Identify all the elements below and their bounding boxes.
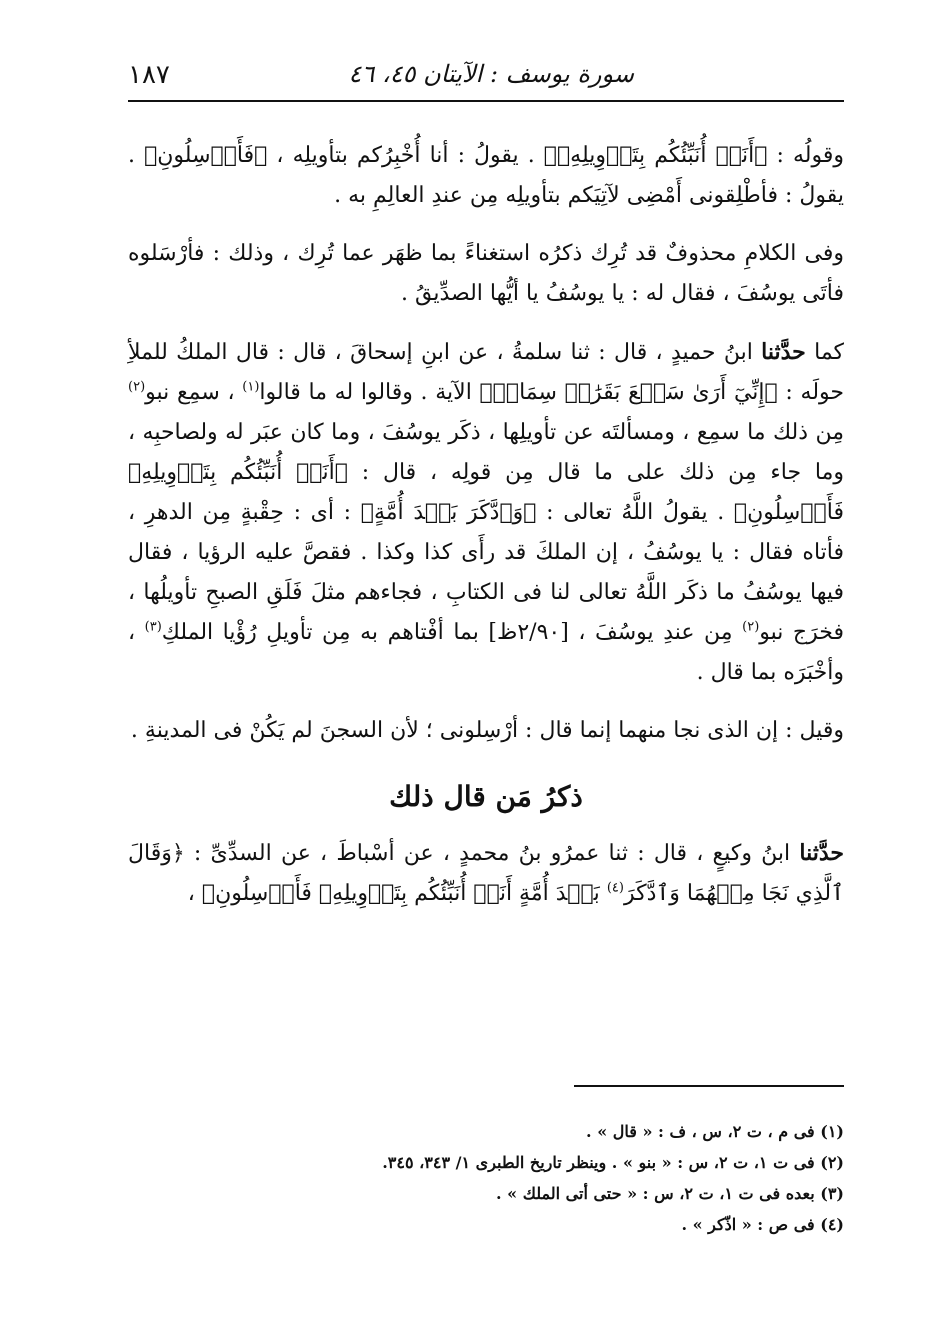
quran-verse: ﴿وَٱدَّكَرَ بَعۡدَ أُمَّةٍ﴾ [360, 500, 537, 525]
hadith-keyword: حدَّثنا [761, 339, 806, 365]
footnote-1: (١) فى م ، ت ٢، س ، ف : « قال » . [586, 1122, 844, 1141]
page-number: ١٨٧ [128, 60, 170, 90]
paragraph-5 [128, 833, 844, 914]
text-span: ، [187, 881, 202, 906]
paragraph-3 [128, 332, 844, 693]
footnote-2: (٢) فى ت ١، ت ٢، س : « بنو » . وينظر تاريخ الطبرى ١/ ٣٤٣، ٣٤٥. [382, 1153, 844, 1172]
text-span: كما [805, 340, 845, 365]
quran-verse: ﴿فَأَرۡسِلُونِ﴾ [144, 143, 268, 168]
paragraph-1 [128, 136, 844, 216]
text-span: مِن ذلك ما سمِع ، ومسألتَه عن تأويلِها ، ذكَر يوسُفَ ، وما كان عبَر له ولصاحبِه ، وما جاء مِن ذلك على ما قال مِن قولِه ، قال : [128, 420, 844, 485]
header-rule [128, 100, 844, 102]
running-title: سورة يوسف : الآيتان ٤٥، ٤٦ [348, 60, 634, 88]
paragraph-4: وقيل : إن الذى نجا منهما إنما قال : أرْسِلونى ؛ لأن السجنَ لم يَكُنْ فى المدينةِ . [130, 718, 844, 743]
footnote-marker: (٢) [742, 619, 760, 635]
text-span: . يقولُ : فأطْلِقونى أَمْضِى لآتِيَكم بتأويلِه مِن عندِ العالِمِ به . [128, 143, 844, 208]
footnote-marker: (٤) [606, 880, 624, 896]
quran-verse: ﴿وَقَالَ ٱلَّذِي نَجَا مِنۡهُمَا وَٱدَّكَرَ [128, 841, 844, 906]
footnote-marker: (٣) [144, 619, 162, 635]
text-span: الآية . وقالوا له ما قالوا [259, 380, 480, 405]
footnotes [128, 1116, 844, 1240]
footnote-3: (٣) بعده فى ت ١، ت ٢، س : « حتى أتى الملك » . [496, 1184, 844, 1203]
text-span: . يقولُ : أنا أُخْبِرُكم بتأويلِه ، [267, 143, 544, 168]
footnote-4: (٤) فى ص : « اذّكر » . [681, 1215, 844, 1234]
quran-verse: ﴿أَنَا۠ أُنَبِّئُكُم بِتَأۡوِيلِهِۦ﴾ [543, 143, 768, 168]
text-span: مِن عندِ يوسُفَ ، [٢/٩٠ظ] بما أفْتاهم به مِن تأويلِ رُؤْيا الملكِ [161, 620, 743, 645]
text-span: ، سمِع نبو [145, 380, 243, 405]
running-header [128, 50, 844, 102]
quran-verse: ﴿إِنِّيٓ أَرَىٰ سَبۡعَ بَقَرَٰتٖ سِمَانٖ﴾ [479, 380, 778, 405]
footnote-rule [574, 1085, 844, 1087]
footnote-marker: (٢) [128, 379, 146, 395]
text-span: ابنُ وكيعٍ ، قال : ثنا عمرُو بنُ محمدٍ ، عن أسْباطَ ، عن السدِّىِّ : [184, 841, 800, 866]
text-span: : أى : حِقْبةٍ مِن الدهرِ ، فأتاه فقال : يا يوسُفُ ، إن الملكَ قد رأَى كذا وكذا . فقصَّ عليه الرؤيا ، فقال فيها يوسُفُ ما ذكَر اللَّهُ تعالى لنا فى الكتابِ ، فجاءهم مثلَ فَلَقِ الصبحِ تأويلُها ، فخرَج نبو [128, 500, 844, 645]
hadith-keyword: حدَّثنا [799, 840, 844, 866]
quran-verse: ﴿أَنَا۠ أُنَبِّئُكُم بِتَأۡوِيلِهِۦ فَأَرۡسِلُونِ﴾ [128, 460, 844, 525]
paragraph-2: وفى الكلامِ محذوفٌ قد تُرِك ذكرُه استغناءً بما ظهَر عما تُرِك ، وذلك : فأرْسَلوه فأتَى يوسُفَ ، فقال له : يا يوسُفُ يا أيُّها الصدِّيقُ . [128, 241, 844, 306]
text-span: وقولُه : [767, 143, 844, 168]
main-text [128, 136, 844, 932]
text-span: ، وأخْبَرَه بما قال . [128, 620, 844, 685]
section-heading: ذكرُ مَن قال ذلك [389, 780, 583, 813]
footnote-marker: (١) [242, 379, 260, 395]
text-span: ابنُ حميدٍ ، قال : ثنا سلمةُ ، عن ابنِ إسحاقَ ، قال : قال الملكُ للملأِ حولَه : [128, 340, 844, 405]
quran-verse: بَعۡدَ أُمَّةٍ أَنَا۠ أُنَبِّئُكُم بِتَأۡوِيلِهِۦ فَأَرۡسِلُونِ﴾ [201, 881, 607, 906]
text-span: . يقولُ اللَّهُ تعالى : [536, 500, 734, 525]
